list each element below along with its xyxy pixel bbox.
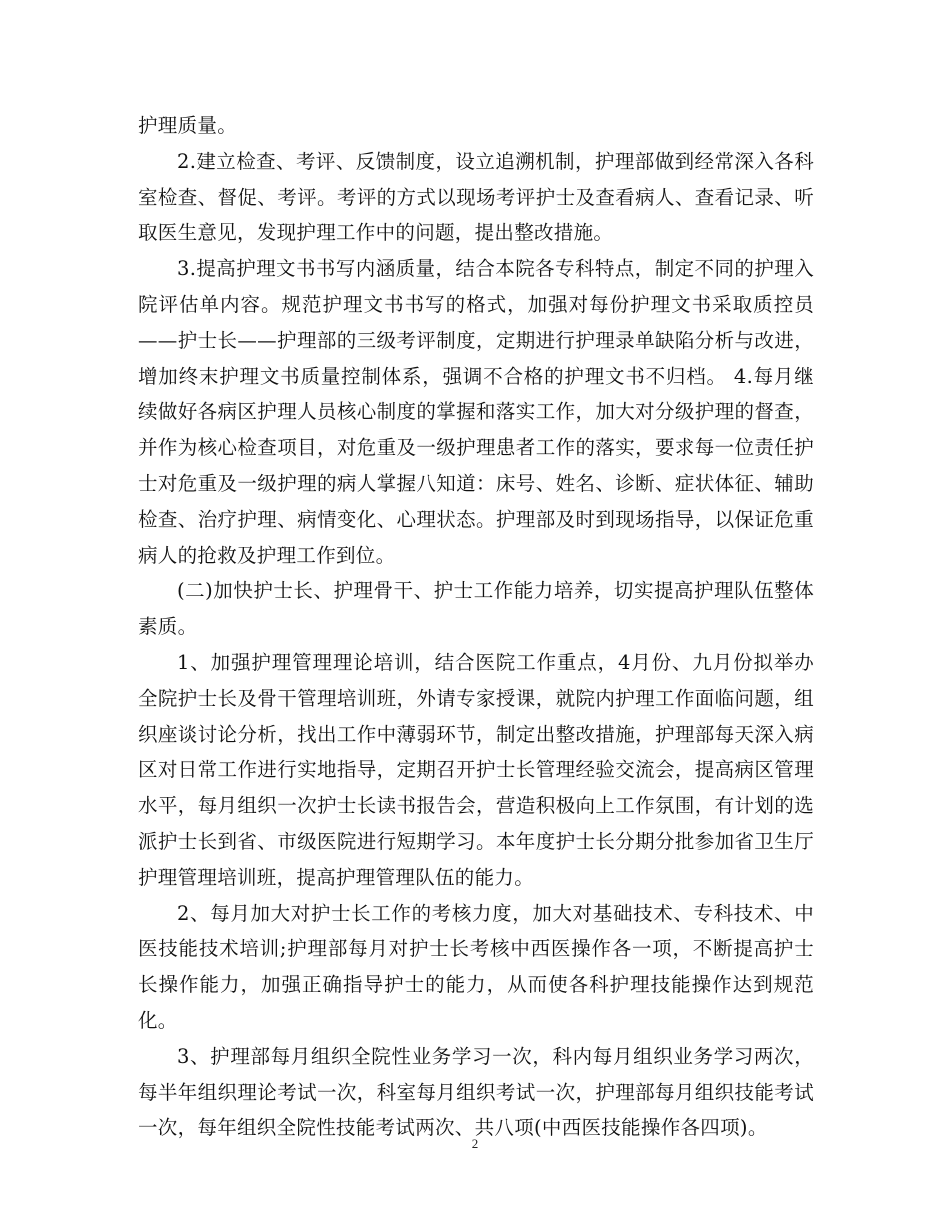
paragraph-training-2: 2、每月加大对护士长工作的考核力度，加大对基础技术、专科技术、中医技能技术培训;护理部每月对护士长考核中西医操作各一项，不断提高护士长操作能力，加强正确指导护士的能力，从而使各科护理技能操作达到规范化。	[138, 901, 814, 1032]
paragraph-training-1: 1、加强护理管理理论培训，结合医院工作重点，4月份、九月份拟举办全院护士长及骨干管理培训班，外请专家授课，就院内护理工作面临问题，组织座谈讨论分析，找出工作中薄弱环节，制定出整改措施，护理部每天深入病区对日常工作进行实地指导，定期召开护士长管理经验交流会，提高病区管理水平，每月组织一次护士长读书报告会，营造积极向上工作氛围，有计划的选派护士长到省、市级医院进行短期学习。本年度护士长分期分批参加省卫生厅护理管理培训班，提高护理管理队伍的能力。	[138, 650, 814, 889]
paragraph-item-2: 2.建立检查、考评、反馈制度，设立追溯机制，护理部做到经常深入各科室检查、督促、考评。考评的方式以现场考评护士及查看病人、查看记录、听取医生意见，发现护理工作中的问题，提出整改措施。	[138, 149, 814, 245]
paragraph-continuation: 护理质量。	[138, 114, 238, 137]
paragraph-training-3: 3、护理部每月组织全院性业务学习一次，科内每月组织业务学习两次，每半年组织理论考试一次，科室每月组织考试一次，护理部每月组织技能考试一次，每年组织全院性技能考试两次、共八项(中西医技能操作各四项)。	[138, 1044, 814, 1140]
body-text	[138, 108, 814, 1146]
section-heading-2: (二)加快护士长、护理骨干、护士工作能力培养，切实提高护理队伍整体素质。	[138, 579, 814, 639]
paragraph-item-3-4: 3.提高护理文书书写内涵质量，结合本院各专科特点，制定不同的护理入院评估单内容。规范护理文书书写的格式，加强对每份护理文书采取质控员——护士长——护理部的三级考评制度，定期进行护理录单缺陷分析与改进，增加终末护理文书质量控制体系，强调不合格的护理文书不归档。 4.每月继续做好各病区护理人员核心制度的掌握和落实工作，加大对分级护理的督查，并作为核心检查项目，对危重及一级护理患者工作的落实，要求每一位责任护士对危重及一级护理的病人掌握八知道：床号、姓名、诊断、症状体征、辅助检查、治疗护理、病情变化、心理状态。护理部及时到现场指导，以保证危重病人的抢救及护理工作到位。	[138, 257, 814, 567]
page-number: 2	[471, 1136, 479, 1151]
